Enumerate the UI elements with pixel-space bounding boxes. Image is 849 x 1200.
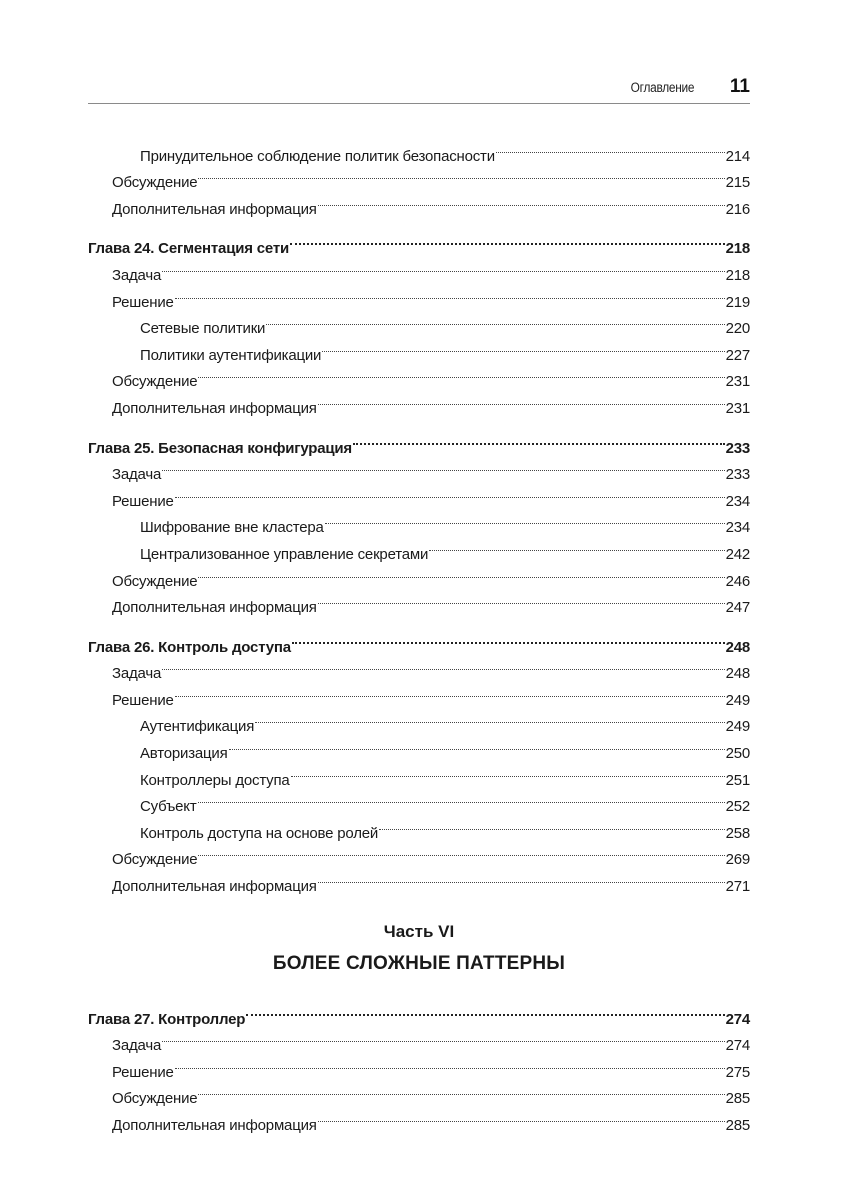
dot-leader [291, 758, 725, 785]
dot-leader [175, 280, 725, 307]
dot-leader [322, 333, 724, 360]
page-number: 11 [729, 76, 750, 97]
toc-entry[interactable] [88, 134, 750, 165]
toc-entry-page: 250 [725, 745, 750, 763]
dot-leader [496, 134, 725, 161]
toc-entry-title: Решение [112, 492, 174, 510]
dot-leader [175, 479, 725, 506]
toc-entry-page: 247 [725, 599, 750, 617]
toc-entry-page: 248 [725, 638, 750, 656]
dot-leader [353, 426, 725, 453]
toc-entry-title: Обсуждение [112, 851, 198, 869]
toc-entry-title: Принудительное соблюдение политик безопасности [140, 147, 495, 165]
toc-entry-page: 274 [725, 1037, 750, 1055]
toc-entry-title: Политики аутентификации [140, 346, 322, 364]
toc-entry-title: Субъект [140, 798, 197, 816]
toc-entry-page: 231 [725, 399, 750, 417]
dot-leader [266, 307, 724, 334]
toc-chapter-entry[interactable] [88, 227, 750, 258]
dot-leader [162, 253, 724, 280]
toc-entry-page: 233 [725, 439, 750, 457]
toc-chapter-entry[interactable] [88, 997, 750, 1028]
dot-leader [175, 678, 725, 705]
dot-leader [229, 731, 725, 758]
toc-entry-page: 233 [725, 466, 750, 484]
toc-entry-title: Обсуждение [112, 572, 198, 590]
toc-entry-page: 248 [725, 665, 750, 683]
toc-entry-title: Глава 26. Контроль доступа [88, 638, 291, 656]
toc-chapter-entry[interactable] [88, 426, 750, 457]
toc-entry-page: 271 [725, 878, 750, 896]
toc-entry-title: Аутентификация [140, 718, 255, 736]
dot-leader [198, 785, 725, 812]
dot-leader [318, 187, 725, 214]
toc-entry-page: 234 [725, 492, 750, 510]
table-of-contents [88, 134, 750, 1134]
toc-entry-page: 219 [725, 293, 750, 311]
dot-leader [379, 811, 724, 838]
toc-entry-title: Глава 25. Безопасная конфигурация [88, 439, 352, 457]
toc-entry-page: 216 [725, 200, 750, 218]
toc-entry-title: Дополнительная информация [112, 599, 317, 617]
toc-entry-page: 249 [725, 718, 750, 736]
toc-entry-page: 220 [725, 320, 750, 338]
dot-leader [198, 161, 724, 188]
toc-entry-title: Контроллеры доступа [140, 771, 290, 789]
toc-entry-title: Авторизация [140, 745, 228, 763]
toc-entry-title: Задача [112, 466, 162, 484]
toc-entry-page: 285 [725, 1090, 750, 1108]
dot-leader [175, 1050, 725, 1077]
toc-entry-page: 215 [725, 174, 750, 192]
toc-entry-title: Обсуждение [112, 373, 198, 391]
dot-leader [198, 360, 724, 387]
toc-entry-page: 246 [725, 572, 750, 590]
dot-leader [162, 453, 724, 480]
dot-leader [198, 1077, 724, 1104]
toc-entry-page: 274 [725, 1010, 750, 1028]
toc-entry-page: 252 [725, 798, 750, 816]
dot-leader [198, 838, 724, 865]
toc-entry-page: 227 [725, 346, 750, 364]
toc-entry-title: Дополнительная информация [112, 1117, 317, 1134]
toc-entry-title: Сетевые политики [140, 320, 266, 338]
dot-leader [429, 532, 724, 559]
toc-entry-page: 269 [725, 851, 750, 869]
toc-entry[interactable] [88, 678, 750, 709]
dot-leader [318, 1103, 725, 1130]
toc-entry[interactable] [88, 1024, 750, 1055]
toc-entry-page: 242 [725, 545, 750, 563]
toc-entry[interactable] [88, 479, 750, 510]
dot-leader [318, 586, 725, 613]
toc-entry[interactable] [88, 453, 750, 484]
dot-leader [325, 506, 725, 533]
part-heading [88, 917, 750, 981]
toc-entry-title: Решение [112, 1063, 174, 1081]
toc-entry[interactable] [88, 705, 750, 736]
toc-entry-title: Глава 24. Сегментация сети [88, 240, 290, 258]
header-divider [88, 103, 750, 104]
toc-entry[interactable] [88, 307, 750, 338]
toc-entry-title: Обсуждение [112, 1090, 198, 1108]
toc-entry[interactable] [88, 652, 750, 683]
dot-leader [290, 227, 725, 254]
running-header [88, 76, 750, 100]
part-number: Часть VI [383, 922, 455, 942]
toc-entry-title: Централизованное управление секретами [140, 545, 429, 563]
dot-leader [162, 652, 724, 679]
toc-entry-page: 218 [725, 240, 750, 258]
toc-entry-page: 231 [725, 373, 750, 391]
toc-entry[interactable] [88, 1077, 750, 1108]
toc-entry-title: Решение [112, 293, 174, 311]
toc-entry[interactable] [88, 253, 750, 284]
toc-entry-title: Дополнительная информация [112, 878, 317, 896]
toc-entry[interactable] [88, 506, 750, 537]
toc-entry-page: 258 [725, 824, 750, 842]
toc-chapter-entry[interactable] [88, 625, 750, 656]
toc-entry-title: Задача [112, 1037, 162, 1055]
toc-entry-page: 214 [725, 147, 750, 165]
dot-leader [318, 386, 725, 413]
toc-entry[interactable] [88, 280, 750, 311]
dot-leader [318, 864, 725, 891]
toc-entry-page: 275 [725, 1063, 750, 1081]
toc-entry-page: 251 [725, 771, 750, 789]
dot-leader [162, 1024, 724, 1051]
toc-entry-title: Задача [112, 665, 162, 683]
toc-entry-page: 218 [725, 266, 750, 284]
toc-entry-page: 234 [725, 519, 750, 537]
toc-entry-title: Шифрование вне кластера [140, 519, 324, 537]
toc-entry[interactable] [88, 1050, 750, 1081]
toc-entry-title: Глава 27. Контроллер [88, 1010, 246, 1028]
part-title: БОЛЕЕ СЛОЖНЫЕ ПАТТЕРНЫ [272, 953, 566, 975]
toc-entry-title: Контроль доступа на основе ролей [140, 824, 379, 842]
toc-entry-title: Задача [112, 266, 162, 284]
running-header-title: Оглавление [630, 80, 694, 95]
toc-entry-title: Решение [112, 691, 174, 709]
toc-entry-title: Дополнительная информация [112, 200, 317, 218]
dot-leader [246, 997, 724, 1024]
toc-entry-title: Дополнительная информация [112, 399, 317, 417]
toc-entry-page: 249 [725, 691, 750, 709]
dot-leader [198, 559, 724, 586]
dot-leader [292, 625, 725, 652]
dot-leader [255, 705, 724, 732]
toc-entry-title: Обсуждение [112, 174, 198, 192]
toc-entry-page: 285 [725, 1117, 750, 1134]
